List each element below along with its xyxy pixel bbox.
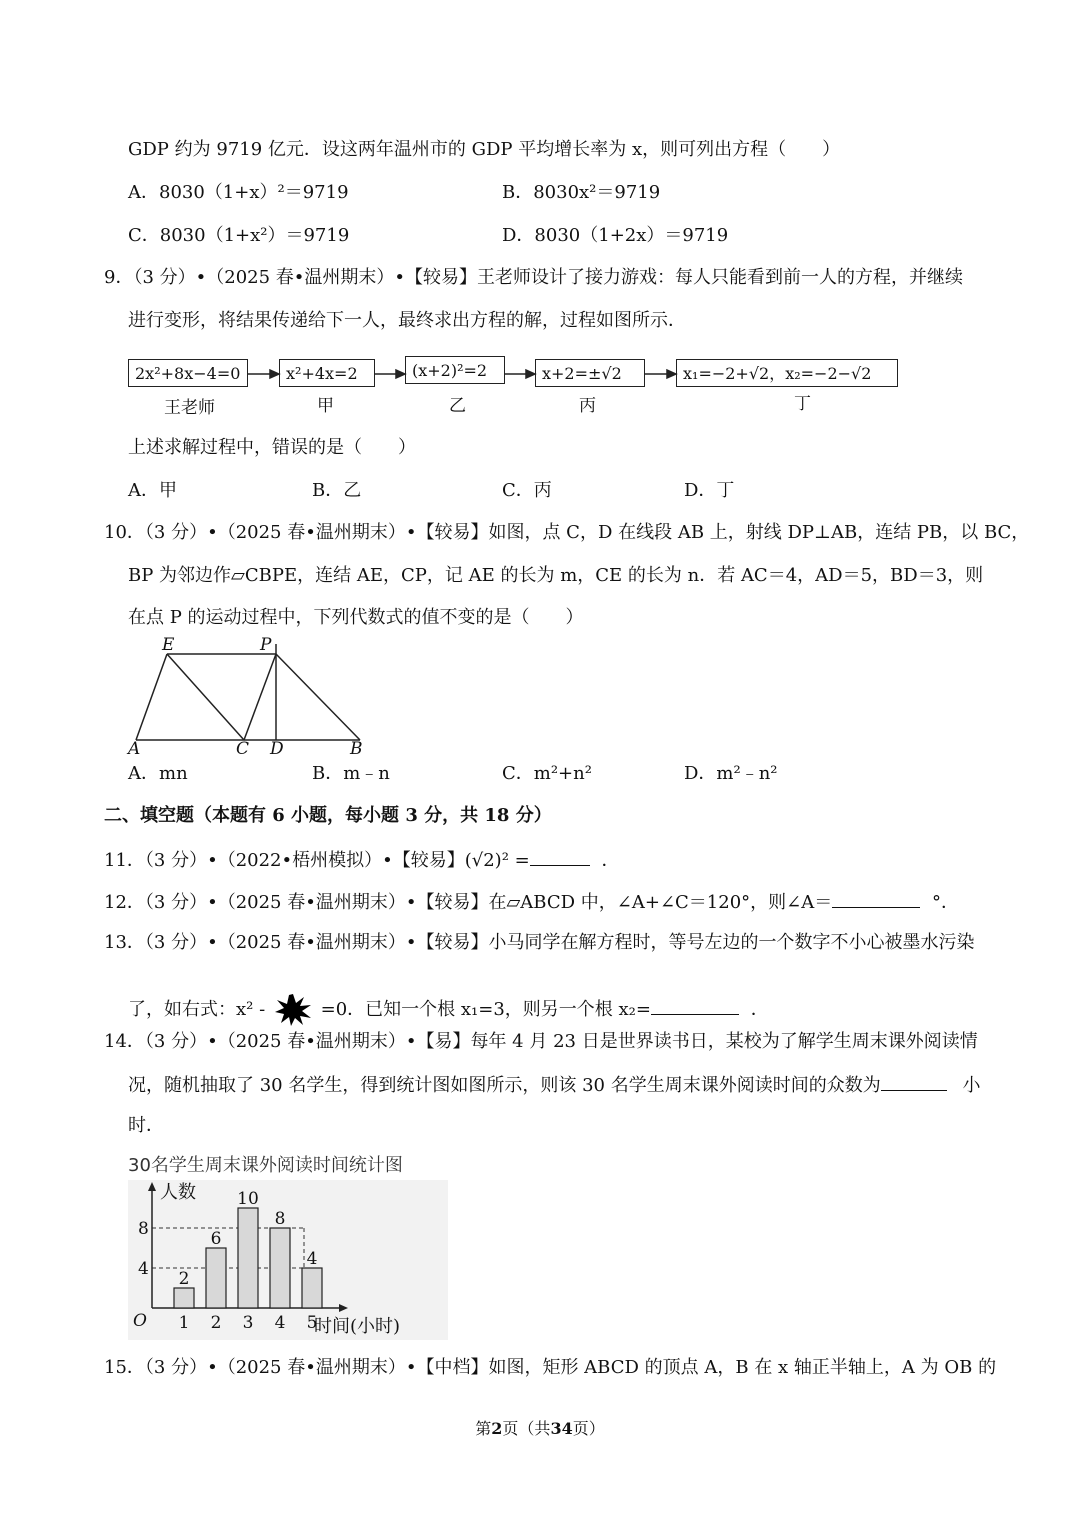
y-tick-label-8: 8 bbox=[138, 1219, 149, 1239]
q15-stem-line1: 15．（3 分）•（2025 春•温州期末）•【中档】如图，矩形 ABCD 的顶点 A，B 在 x 轴正半轴上，A 为 OB 的 bbox=[104, 1357, 997, 1378]
q11-answer-blank bbox=[530, 847, 590, 866]
x-tick-label-2: 2 bbox=[210, 1313, 222, 1333]
q11-text: 11．（3 分）•（2022•梧州模拟）•【较易】(√2)² = bbox=[104, 850, 530, 871]
q8-option-d: D．8030（1+2x）＝9719 bbox=[502, 225, 729, 246]
flow-caption-jia: 甲 bbox=[317, 396, 334, 416]
x-axis-arrow bbox=[339, 1304, 348, 1312]
label-e: E bbox=[162, 636, 175, 655]
bar-4 bbox=[270, 1228, 290, 1308]
q13-answer-blank bbox=[651, 996, 739, 1015]
q13-stem-line2 bbox=[128, 993, 769, 1027]
q9-question: 上述求解过程中，错误的是（ ） bbox=[128, 437, 416, 458]
q14-stem-line1: 14．（3 分）•（2025 春•温州期末）•【易】每年 4 月 23 日是世界读书日，某校为了解学生周末课外阅读情 bbox=[104, 1031, 978, 1052]
q9-stem-line1: 9．（3 分）•（2025 春•温州期末）•【较易】王老师设计了接力游戏：每人只能看到前一人的方程，并继续 bbox=[104, 267, 964, 288]
flow-caption-bing: 丙 bbox=[579, 396, 596, 416]
q9-option-a: A．甲 bbox=[128, 480, 177, 501]
x-axis-label: 时间(小时) bbox=[314, 1316, 401, 1337]
ink-blot-icon bbox=[273, 993, 313, 1027]
q10-stem-line2: BP 为邻边作▱CBPE，连结 AE，CP，记 AE 的长为 m，CE 的长为 n．若 AC＝4，AD＝5，BD＝3，则 bbox=[128, 565, 984, 586]
q14-line2-text: 况，随机抽取了 30 名学生，得到统计图如图所示，则该 30 名学生周末课外阅读时间的众数为 bbox=[128, 1075, 881, 1096]
q13-stem-line1: 13．（3 分）•（2025 春•温州期末）•【较易】小马同学在解方程时，等号左边的一个数字不小心被墨水污染 bbox=[104, 932, 975, 953]
footer-total-pages: 34 bbox=[550, 1419, 573, 1438]
y-axis-arrow bbox=[148, 1182, 156, 1191]
label-c: C bbox=[236, 739, 250, 756]
q9-stem-line2: 进行变形，将结果传递给下一人，最终求出方程的解，过程如图所示． bbox=[128, 310, 686, 331]
chart-title: 30名学生周末课外阅读时间统计图 bbox=[128, 1155, 403, 1176]
y-axis-label: 人数 bbox=[160, 1182, 196, 1203]
footer-suffix: 页） bbox=[572, 1419, 605, 1438]
section-2-heading: 二、填空题（本题有 6 小题，每小题 3 分，共 18 分） bbox=[104, 805, 552, 826]
flow-box-yi: (x+2)²=2 bbox=[405, 356, 505, 384]
segment-cp bbox=[244, 654, 276, 740]
page-footer bbox=[0, 1416, 1080, 1439]
q11-tail: ． bbox=[601, 850, 620, 871]
x-tick-label-5: 5 bbox=[306, 1313, 318, 1333]
label-b: B bbox=[350, 739, 363, 756]
flow-caption-ding: 丁 bbox=[794, 394, 811, 414]
segment-ec bbox=[167, 654, 244, 740]
flow-box-bing: x+2=±√2 bbox=[535, 359, 645, 387]
flow-box-ding: x₁=−2+√2，x₂=−2−√2 bbox=[676, 359, 898, 387]
bar-3 bbox=[238, 1208, 258, 1308]
segment-ae bbox=[136, 654, 167, 740]
q8-stem: GDP 约为 9719 亿元．设这两年温州市的 GDP 平均增长率为 x，则可列出方程（ ） bbox=[128, 139, 841, 160]
footer-page-number: 2 bbox=[491, 1419, 503, 1438]
q10-stem-line3: 在点 P 的运动过程中，下列代数式的值不变的是（ ） bbox=[128, 607, 584, 628]
q10-stem-line1: 10．（3 分）•（2025 春•温州期末）•【较易】如图，点 C，D 在线段 AB 上，射线 DP⊥AB，连结 PB，以 BC， bbox=[104, 522, 1030, 543]
bar-2 bbox=[206, 1248, 226, 1308]
q9-option-d: D．丁 bbox=[684, 480, 735, 501]
bar-value-label-1: 2 bbox=[178, 1269, 190, 1289]
flow-arrows bbox=[0, 360, 1080, 390]
flow-caption-yi: 乙 bbox=[449, 396, 466, 416]
q10-option-d: D．m²﹣n² bbox=[684, 763, 778, 784]
segment-pb bbox=[276, 654, 360, 740]
footer-prefix: 第 bbox=[475, 1419, 492, 1438]
x-tick-label-4: 4 bbox=[274, 1313, 286, 1333]
footer-mid: 页（共 bbox=[502, 1419, 551, 1438]
reading-time-bar-chart bbox=[128, 1180, 448, 1340]
q8-option-a: A．8030（1+x）²＝9719 bbox=[128, 182, 349, 203]
x-tick-label-1: 1 bbox=[178, 1313, 190, 1333]
q10-option-c: C．m²+n² bbox=[502, 763, 592, 784]
q13-equation-right: =0．已知一个根 x₁=3，则另一个根 x₂= bbox=[320, 999, 651, 1020]
label-p: P bbox=[260, 636, 272, 655]
label-d: D bbox=[270, 739, 284, 756]
origin-label: O bbox=[133, 1311, 147, 1331]
q12-tail: °． bbox=[931, 892, 959, 913]
q14-stem-line3: 时． bbox=[128, 1115, 164, 1136]
q9-option-b: B．乙 bbox=[312, 480, 362, 501]
q10-geometry-figure bbox=[124, 636, 384, 756]
flow-caption-teacher: 王老师 bbox=[164, 398, 215, 418]
label-a: A bbox=[128, 739, 141, 756]
flow-box-jia: x²+4x=2 bbox=[279, 359, 375, 387]
q12-text: 12．（3 分）•（2025 春•温州期末）•【较易】在▱ABCD 中，∠A+∠C＝120°，则∠A＝ bbox=[104, 892, 833, 913]
q8-option-c: C．8030（1+x²）＝9719 bbox=[128, 225, 350, 246]
q11 bbox=[104, 847, 619, 873]
q10-option-a: A．mn bbox=[128, 763, 188, 784]
q13-tail: ． bbox=[750, 999, 769, 1020]
q8-option-b: B．8030x²＝9719 bbox=[502, 182, 661, 203]
bar-value-label-5: 4 bbox=[306, 1249, 318, 1269]
q10-option-b: B．m﹣n bbox=[312, 763, 390, 784]
bar-5 bbox=[302, 1268, 322, 1308]
q14-stem-line2 bbox=[128, 1072, 980, 1098]
flow-box-teacher: 2x²+8x−4=0 bbox=[128, 359, 248, 387]
y-tick-label-4: 4 bbox=[138, 1259, 149, 1279]
q14-answer-blank bbox=[881, 1072, 947, 1091]
q9-option-c: C．丙 bbox=[502, 480, 552, 501]
bar-value-label-2: 6 bbox=[210, 1229, 222, 1249]
q12-answer-blank bbox=[832, 889, 920, 908]
bar-value-label-3: 10 bbox=[237, 1189, 259, 1209]
q14-line2-tail: 小 bbox=[962, 1075, 981, 1096]
x-tick-label-3: 3 bbox=[242, 1313, 254, 1333]
q12 bbox=[104, 889, 959, 915]
bar-value-label-4: 8 bbox=[274, 1209, 286, 1229]
q13-equation-left: 了，如右式：x² - bbox=[128, 999, 266, 1020]
bar-1 bbox=[174, 1288, 194, 1308]
